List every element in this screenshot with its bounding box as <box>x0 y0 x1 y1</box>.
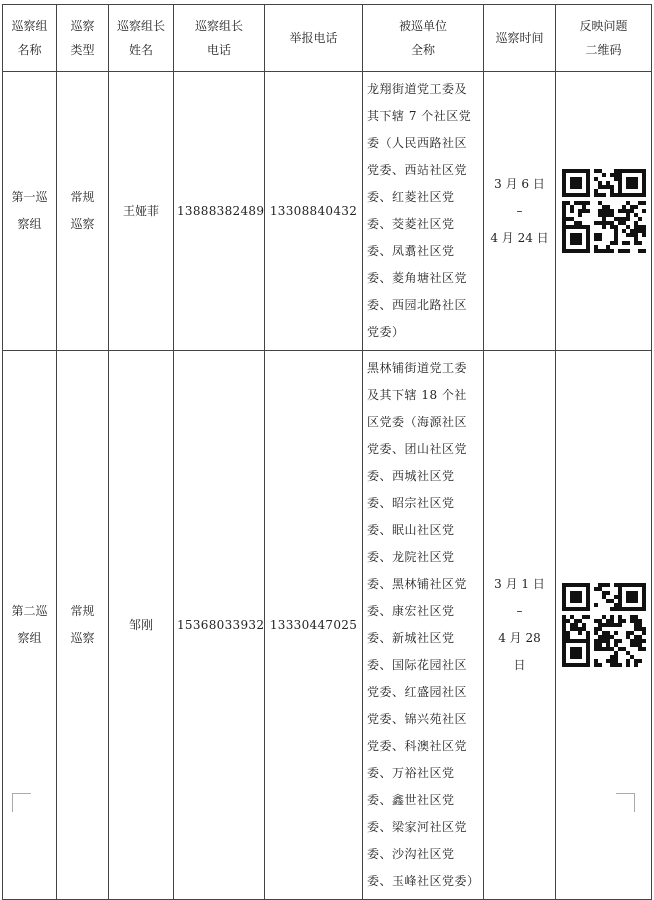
table-row <box>3 351 652 900</box>
header-type: 巡察 类型 <box>57 5 109 72</box>
qr-cell <box>556 72 652 351</box>
inspection-schedule-table <box>2 4 652 900</box>
page-corner-mark-right <box>616 793 635 812</box>
inspected-unit: 黑林铺街道党工委及其下辖 18 个社区党委（海源社区党委、团山社区党委、西城社区党委、昭宗社区党委、眠山社区党委、龙院社区党委、黑林铺社区党委、康宏社区党委、新城社区党委、国际花园社区党委、红盛园社区党委、锦兴苑社区党委、科澳社区党委、万裕社区党委、鑫世社区党委、梁家河社区党委、沙沟社区党委、玉峰社区党委） <box>363 351 484 900</box>
leader-name: 邹刚 <box>109 351 174 900</box>
group-name: 第一巡 察组 <box>3 72 57 351</box>
inspection-time: 3 月 1 日 – 4 月 28 日 <box>484 351 556 900</box>
inspection-type: 常规 巡察 <box>57 351 109 900</box>
leader-name: 王娅菲 <box>109 72 174 351</box>
header-report-phone: 举报电话 <box>265 5 363 72</box>
header-group-name: 巡察组 名称 <box>3 5 57 72</box>
leader-phone[interactable]: 15368033932 <box>174 351 265 900</box>
inspection-type: 常规 巡察 <box>57 72 109 351</box>
header-leader-name: 巡察组长 姓名 <box>109 5 174 72</box>
header-qr: 反映问题 二维码 <box>556 5 652 72</box>
header-time: 巡察时间 <box>484 5 556 72</box>
header-row <box>3 5 652 72</box>
report-phone[interactable]: 13308840432 <box>265 72 363 351</box>
page-corner-mark-left <box>12 793 31 812</box>
group-name: 第二巡 察组 <box>3 351 57 900</box>
qr-code-icon[interactable] <box>562 169 646 253</box>
header-leader-phone: 巡察组长 电话 <box>174 5 265 72</box>
qr-cell <box>556 351 652 900</box>
report-phone[interactable]: 13330447025 <box>265 351 363 900</box>
leader-phone[interactable]: 13888382489 <box>174 72 265 351</box>
inspected-unit: 龙翔街道党工委及其下辖 7 个社区党委（人民西路社区党委、西站社区党委、红菱社区党委、茭菱社区党委、凤翥社区党委、菱角塘社区党委、西园北路社区党委） <box>363 72 484 351</box>
inspection-time: 3 月 6 日 – 4 月 24 日 <box>484 72 556 351</box>
header-unit: 被巡单位 全称 <box>363 5 484 72</box>
qr-code-icon[interactable] <box>562 583 646 667</box>
table-row <box>3 72 652 351</box>
